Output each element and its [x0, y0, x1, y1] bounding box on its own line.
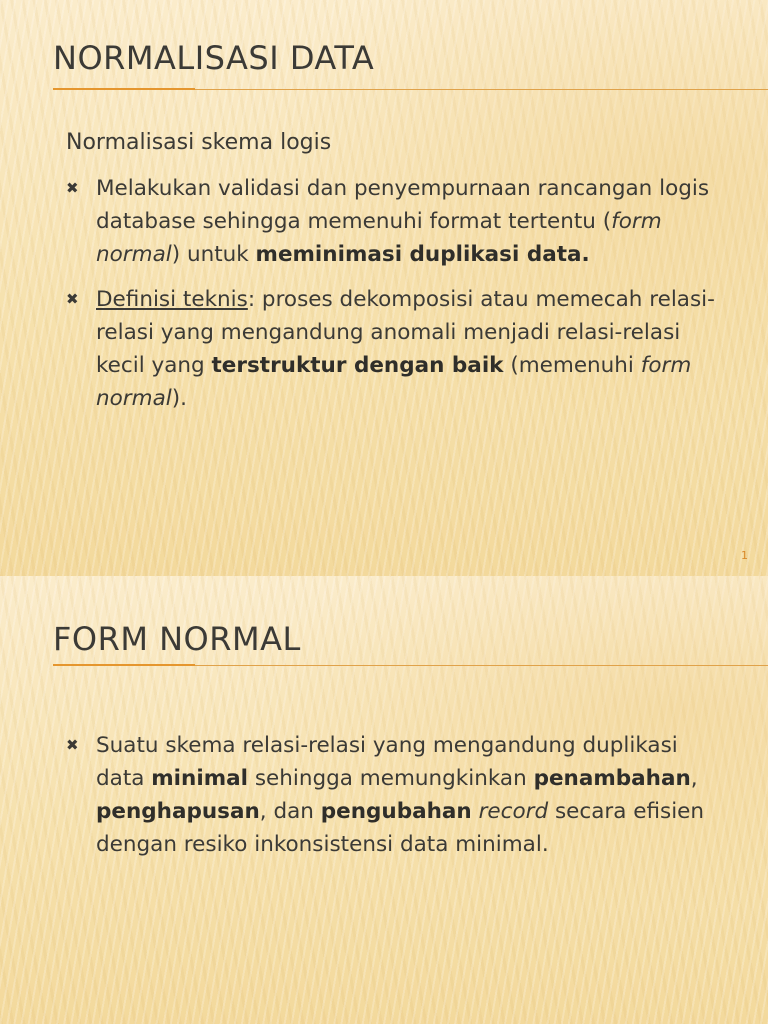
slide-form-normal	[0, 576, 768, 1024]
bullet-text-bold: minimal	[151, 766, 248, 791]
bullet-item	[66, 729, 726, 861]
bullet-text-bold: terstruktur dengan baik	[211, 353, 504, 378]
slide-title: NORMALISASI DATA	[53, 39, 375, 77]
bullet-text-bold: penambahan	[533, 766, 691, 791]
bullet-text-italic: record	[478, 799, 549, 824]
bullet-item	[66, 283, 726, 415]
bullet-text: : proses dekomposisi atau memecah relasi-relasi yang mengandung anomali menjadi relasi-relasi kecil yang	[96, 287, 715, 378]
bullet-list	[66, 729, 726, 873]
bullet-text: , dan	[259, 799, 321, 824]
bullet-text-italic: form normal	[96, 353, 692, 411]
x-mark-icon: ✖	[66, 736, 79, 754]
bullet-text-underlined: Definisi teknis	[96, 287, 248, 312]
bullet-text: ).	[171, 386, 187, 411]
bullet-text: Melakukan validasi dan penyempurnaan rancangan logis database sehingga memenuhi format tertentu (	[96, 176, 710, 234]
bullet-text: sehingga memungkinkan	[248, 766, 534, 791]
bullet-text-bold: penghapusan	[96, 799, 260, 824]
bullet-text: (memenuhi	[503, 353, 641, 378]
bullet-text	[472, 799, 479, 824]
x-mark-icon: ✖	[66, 290, 79, 308]
title-underline-accent	[53, 88, 195, 90]
subheading: Normalisasi skema logis	[66, 130, 332, 155]
bullet-text: ) untuk	[171, 242, 256, 267]
bullet-text: secara efisien dengan resiko inkonsistensi data minimal.	[96, 799, 705, 857]
bullet-list	[66, 172, 726, 427]
bullet-text-italic: form normal	[96, 209, 662, 267]
bullet-text: Suatu skema relasi-relasi yang mengandung duplikasi data	[96, 733, 678, 791]
bullet-item	[66, 172, 726, 271]
slide-title: FORM NORMAL	[53, 620, 301, 658]
bullet-text: ,	[690, 766, 698, 791]
x-mark-icon: ✖	[66, 179, 79, 197]
bullet-text-bold: pengubahan	[320, 799, 472, 824]
bullet-text-bold: meminimasi duplikasi data.	[255, 242, 590, 267]
title-underline-accent	[53, 664, 195, 666]
page-number: 1	[741, 549, 748, 562]
